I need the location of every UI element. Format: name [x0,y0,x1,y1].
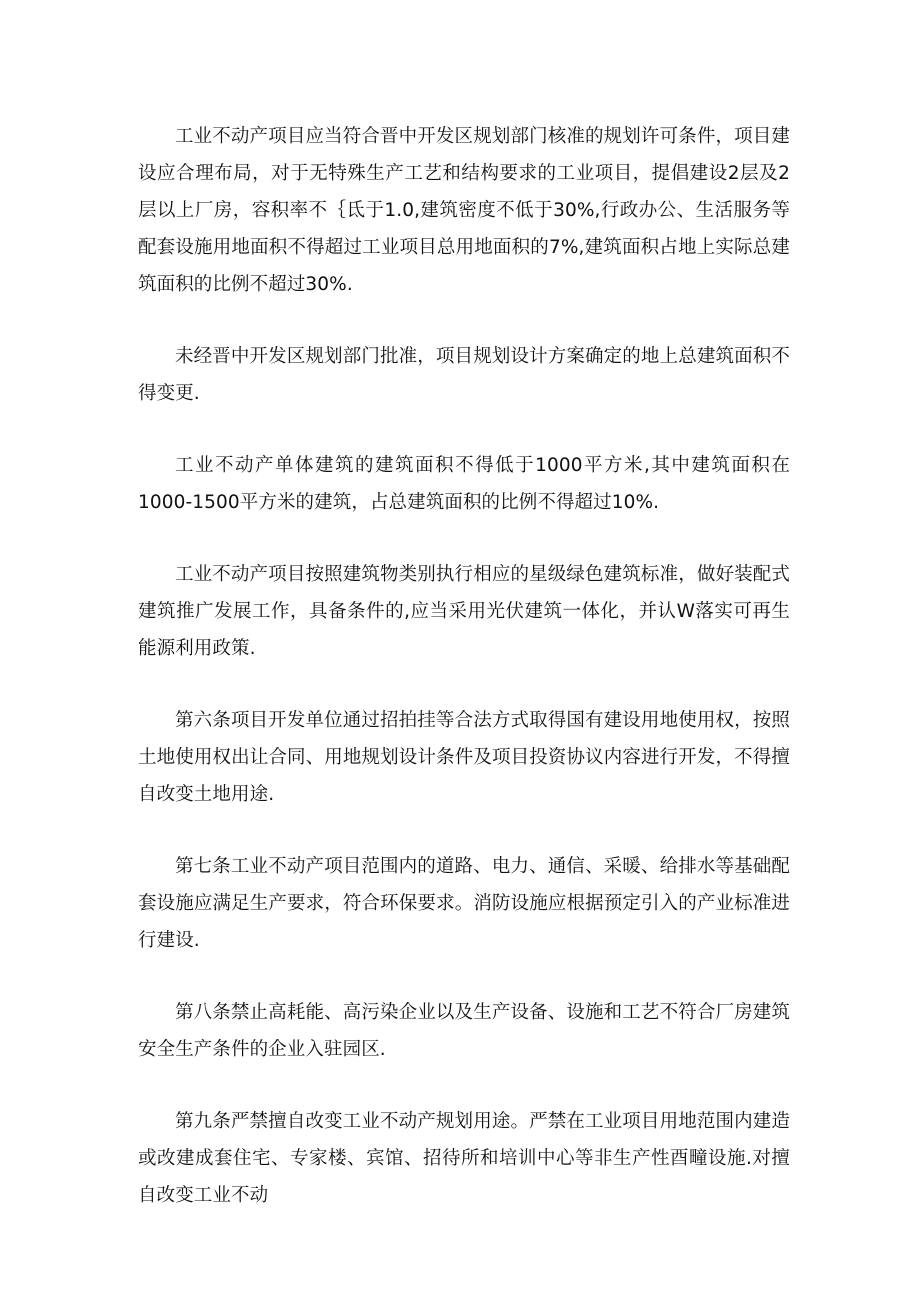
paragraph-spacer [138,667,790,702]
paragraph-article-9: 第九条严禁擅自改变工业不动产规划用途。严禁在工业项目用地范围内建造或改建成套住宅、专家楼、宾馆、招待所和培训中心等非生产性酉疃设施.对擅自改变工业不动 [138,1111,790,1206]
paragraph-area-change: 未经晋中开发区规划部门批准，项目规划设计方案确定的地上总建筑面积不得变更. [138,346,790,404]
paragraph-building-size: 工业不动产单体建筑的建筑面积不得低于1000平方米,其中建筑面积在1000-1500平方米的建筑，占总建筑面积的比例不得超过10%. [138,455,790,513]
paragraph-article-8: 第八条禁止高耗能、高污染企业以及生产设备、设施和工艺不符合厂房建筑安全生产条件的企业入驻园区. [138,1002,790,1060]
paragraph-spacer [138,412,790,447]
paragraph-spacer [138,521,790,556]
paragraph-article-7: 第七条工业不动产项目范围内的道路、电力、通信、采暖、给排水等基础配套设施应满足生产要求，符合环保要求。消防设施应根据预定引入的产业标准进行建设. [138,856,790,951]
paragraph-spacer [138,813,790,848]
paragraph-spacer [138,303,790,338]
document-body [138,118,790,1214]
paragraph-spacer [138,1068,790,1103]
paragraph-spacer [138,959,790,994]
paragraph-land-planning: 工业不动产项目应当符合晋中开发区规划部门核准的规划许可条件，项目建设应合理布局，对于无特殊生产工艺和结构要求的工业项目，提倡建设2层及2层以上厂房，容积率不｛氐于1.0,建筑密度不低于30%,行政办公、生活服务等配套设施用地面积不得超过工业项目总用地面积的7%,建筑面积占地上实际总建筑面积的比例不超过30%. [138,126,790,295]
paragraph-article-6: 第六条项目开发单位通过招拍挂等合法方式取得国有建设用地使用权，按照土地使用权出让合同、用地规划设计条件及项目投资协议内容进行开发，不得擅自改变土地用途. [138,710,790,805]
paragraph-green-building: 工业不动产项目按照建筑物类别执行相应的星级绿色建筑标准，做好装配式建筑推广发展工作，具备条件的,应当采用光伏建筑一体化，并认W落实可再生能源利用政策. [138,564,790,659]
